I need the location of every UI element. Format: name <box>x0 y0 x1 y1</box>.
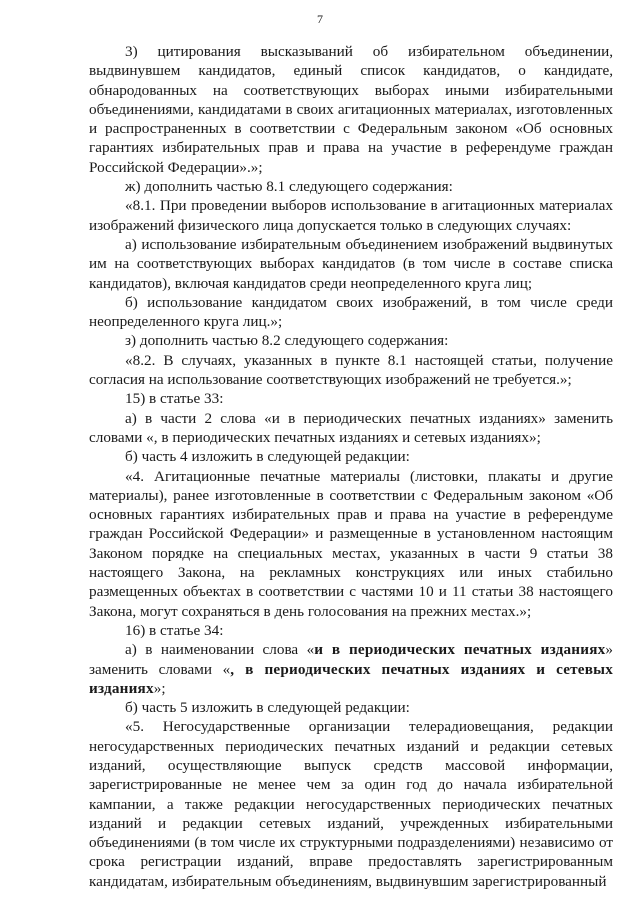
paragraph-text: б) часть 4 изложить в следующей редакции: <box>125 448 410 466</box>
paragraph-text: з) дополнить частью 8.2 следующего содержания: <box>125 332 449 350</box>
paragraph <box>89 389 613 408</box>
paragraph <box>89 293 613 332</box>
paragraph-text: 16) в статье 34: <box>125 621 224 639</box>
paragraph-text: а) в части 2 слова «и в периодических печатных изданиях» заменить словами «, в периодических печатных изданиях и сетевых изданиях»; <box>89 409 613 446</box>
paragraph-text: » заменить словами « <box>89 641 613 678</box>
paragraph <box>89 717 613 891</box>
paragraph-text: «8.2. В случаях, указанных в пункте 8.1 настоящей статьи, получение согласия на использование соответствующих изображений не требуется.»; <box>89 351 613 389</box>
paragraph-text: 15) в статье 33: <box>125 390 224 408</box>
paragraph <box>89 196 613 235</box>
paragraph-text: «4. Агитационные печатные материалы (листовки, плакаты и другие материалы), ранее изготовленные в соответствии с Федеральным законом «Об основных гарантиях избирательных прав и права на участие в референдуме граждан Российской Федерации» и размещенные в установленном настоящим Законом порядке на специальных местах, указанных в части 9 статьи 38 настоящего Закона, на рекламных конструкциях или иных стабильно размещенных объектах в соответствии с частями 10 и 11 статьи 38 настоящего Закона, могут сохраняться в день голосования на прежних местах.»; <box>89 467 613 620</box>
document-body <box>89 42 613 891</box>
page-number: 7 <box>317 12 323 26</box>
paragraph-text: а) использование избирательным объединением изображений выдвинутых им на соответствующих выборах кандидатов (в том числе в составе списка кандидатов), включая кандидатов среди неопределенного круга лиц; <box>89 235 613 292</box>
paragraph <box>89 621 613 640</box>
paragraph <box>89 351 613 390</box>
paragraph <box>89 698 613 717</box>
paragraph-text: ж) дополнить частью 8.1 следующего содержания: <box>125 178 453 196</box>
paragraph <box>89 467 613 621</box>
paragraph-text: б) использование кандидатом своих изображений, в том числе среди неопределенного круга лиц.»; <box>89 293 613 331</box>
paragraph-text: б) часть 5 изложить в следующей редакции: <box>125 699 410 717</box>
paragraph <box>89 447 613 466</box>
paragraph-text: 3) цитирования высказываний об избирательном объединении, выдвинувшем кандидатов, единый список кандидатов, о кандидате, обнародованных на соответствующих выборах иными избирательными объединениями, кандидатами в своих агитационных материалах, изготовленных и распространенных в соответствии с Федеральным законом «Об основных гарантиях избирательных прав и права на участие в референдуме граждан Российской Федерации».»; <box>89 43 613 176</box>
paragraph <box>89 331 613 350</box>
paragraph-text: «5. Негосударственные организации телерадиовещания, редакции негосударственных периодических печатных изданий и редакции сетевых изданий, осуществляющие выпуск средств массовой информации, зарегистрированные не менее чем за один год до начала избирательной кампании, а также редакции негосударственных периодических печатных изданий и редакции сетевых изданий, учрежденных избирательными объединениями (в том числе их структурными подразделениями) независимо от срока регистрации изданий, вправе предоставлять зарегистрированным кандидатам, избирательным объединениям, выдвинувшим зарегистрированный <box>89 718 613 890</box>
bold-text: , в периодических печатных изданиях и сетевых изданиях <box>89 660 613 697</box>
bold-text: и в периодических печатных изданиях <box>314 641 606 659</box>
paragraph <box>89 409 613 448</box>
paragraph <box>89 42 613 177</box>
paragraph-text: »; <box>153 679 166 697</box>
paragraph <box>89 235 613 293</box>
paragraph-text: а) в наименовании слова « <box>125 641 315 659</box>
paragraph <box>89 640 613 698</box>
paragraph-text: «8.1. При проведении выборов использование в агитационных материалах изображений физического лица допускается только в следующих случаях: <box>89 197 613 234</box>
paragraph <box>89 177 613 196</box>
